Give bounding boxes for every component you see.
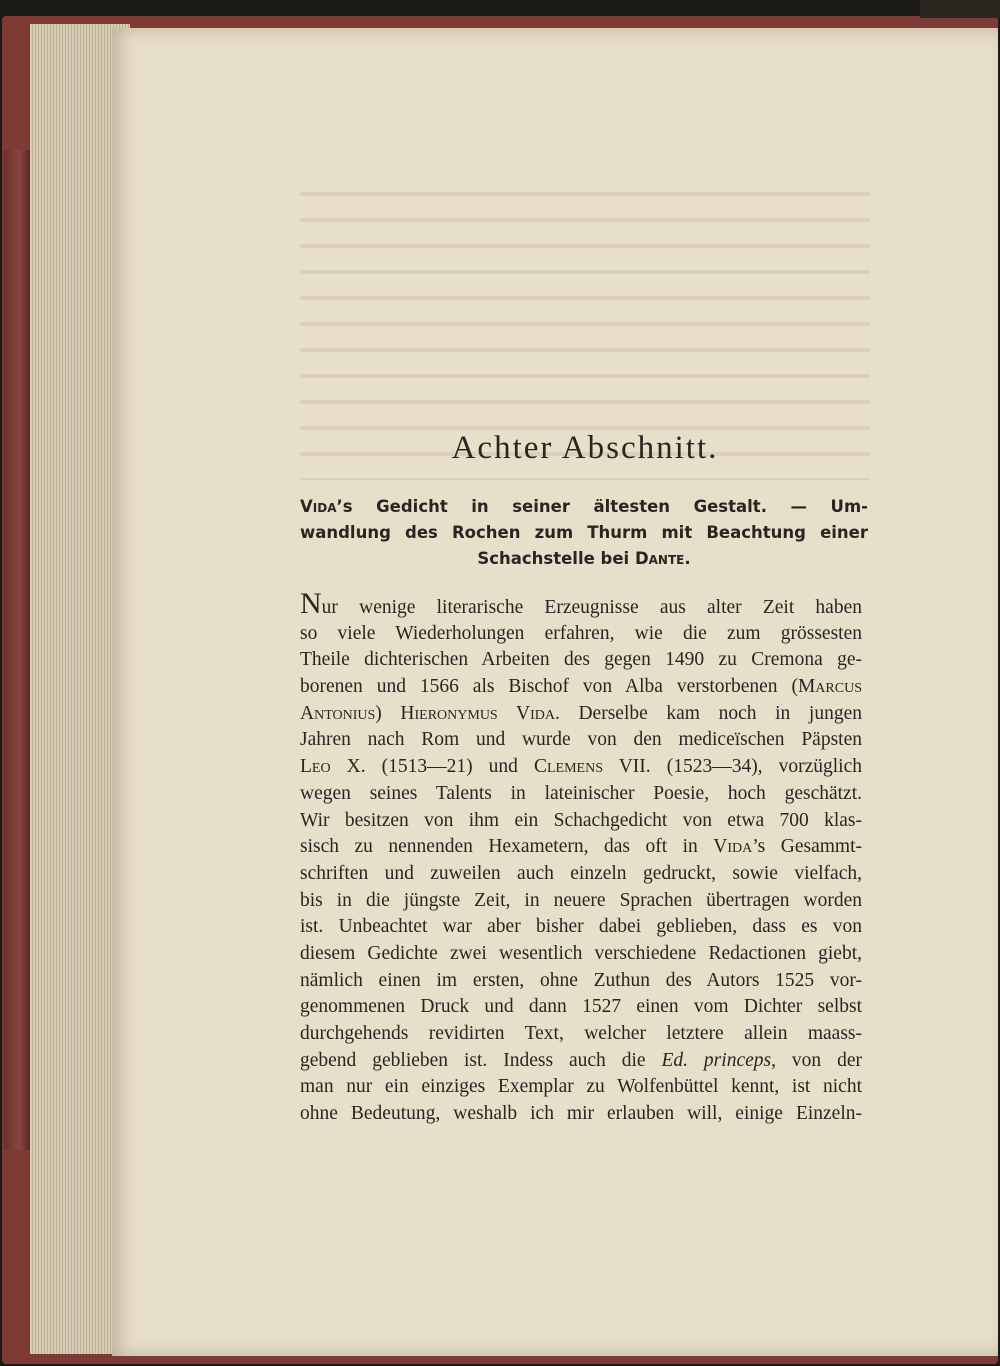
body-paragraph — [300, 587, 862, 1128]
summary-text: . — [684, 549, 691, 568]
body-text: X. (1513—21) und — [330, 756, 534, 778]
person-name: Marcus — [797, 676, 862, 698]
drop-cap: N — [300, 587, 322, 620]
cover-top-strip — [920, 0, 1000, 18]
person-name: Antonius — [300, 702, 376, 724]
body-text: ’s Gesammt- — [752, 836, 862, 858]
body-line: Theile dichterischen Arbeiten des gegen 1490 zu Cremona ge- — [300, 649, 862, 671]
body-text: borenen und 1566 als Bischof von Alba verstorbenen ( — [300, 676, 798, 698]
italic-title: Ed. princeps — [661, 1049, 772, 1071]
person-name: Hieronymus Vida — [400, 702, 555, 724]
body-line: ist. Unbeachtet war aber bisher dabei geblieben, dass es von — [300, 916, 862, 938]
body-line — [300, 754, 862, 781]
cover-spine-edge — [4, 150, 30, 1150]
body-line: bis in die jüngste Zeit, in neuere Sprachen übertragen worden — [300, 889, 862, 911]
body-text: VII. (1523—34), vorzüglich — [603, 756, 862, 778]
body-line: Jahren nach Rom und wurde von den mediceïschen Päpsten — [300, 729, 862, 751]
body-text: , von der — [771, 1049, 862, 1071]
summary-text: ’s Gedicht in seiner ältesten Gestalt. — Um- — [336, 497, 868, 516]
summary-line — [300, 546, 868, 572]
body-line: schriften und zuweilen auch einzeln gedruckt, sowie vielfach, — [300, 862, 862, 884]
body-line: wegen seines Talents in lateinischer Poesie, hoch geschätzt. — [300, 782, 862, 804]
person-name: Leo — [300, 756, 331, 778]
summary-name-vida: Vida — [300, 497, 337, 516]
body-line: Wir besitzen von ihm ein Schachgedicht von etwa 700 klas- — [300, 809, 862, 831]
chapter-summary — [300, 494, 868, 572]
body-line — [300, 834, 862, 861]
body-line: nämlich einen im ersten, ohne Zuthun des Autors 1525 vor- — [300, 969, 862, 991]
body-line — [300, 674, 862, 701]
body-line: genommenen Druck und dann 1527 einen vom Dichter selbst — [300, 996, 862, 1018]
body-text: gebend geblieben ist. Indess auch die — [300, 1049, 662, 1071]
body-text: ) — [375, 702, 401, 724]
body-text: sisch zu nennenden Hexametern, das oft in — [300, 836, 714, 858]
body-text: ur wenige literarische Erzeugnisse aus alter Zeit haben — [321, 597, 862, 618]
summary-line: wandlung des Rochen zum Thurm mit Beachtung einer — [300, 523, 868, 542]
body-text: . Derselbe kam noch in jungen — [554, 702, 862, 724]
body-line: man nur ein einziges Exemplar zu Wolfenbüttel kennt, ist nicht — [300, 1076, 862, 1098]
person-name: Clemens — [533, 756, 603, 778]
body-line: durchgehends revidirten Text, welcher letztere allein maass- — [300, 1023, 862, 1044]
summary-line — [300, 494, 868, 520]
summary-name-dante: Dante — [634, 549, 685, 568]
body-line — [300, 587, 862, 621]
body-line: so viele Wiederholungen erfahren, wie die zum grössesten — [300, 622, 862, 644]
body-line — [300, 1048, 862, 1075]
body-line — [300, 701, 862, 728]
body-line: diesem Gedichte zwei wesentlich verschiedene Redactionen giebt, — [300, 942, 862, 964]
summary-text: Schachstelle bei — [477, 549, 635, 568]
body-line: ohne Bedeutung, weshalb ich mir erlauben will, einige Einzeln- — [300, 1103, 862, 1125]
chapter-heading: Achter Abschnitt. — [451, 430, 719, 466]
person-name: Vida — [713, 836, 753, 858]
